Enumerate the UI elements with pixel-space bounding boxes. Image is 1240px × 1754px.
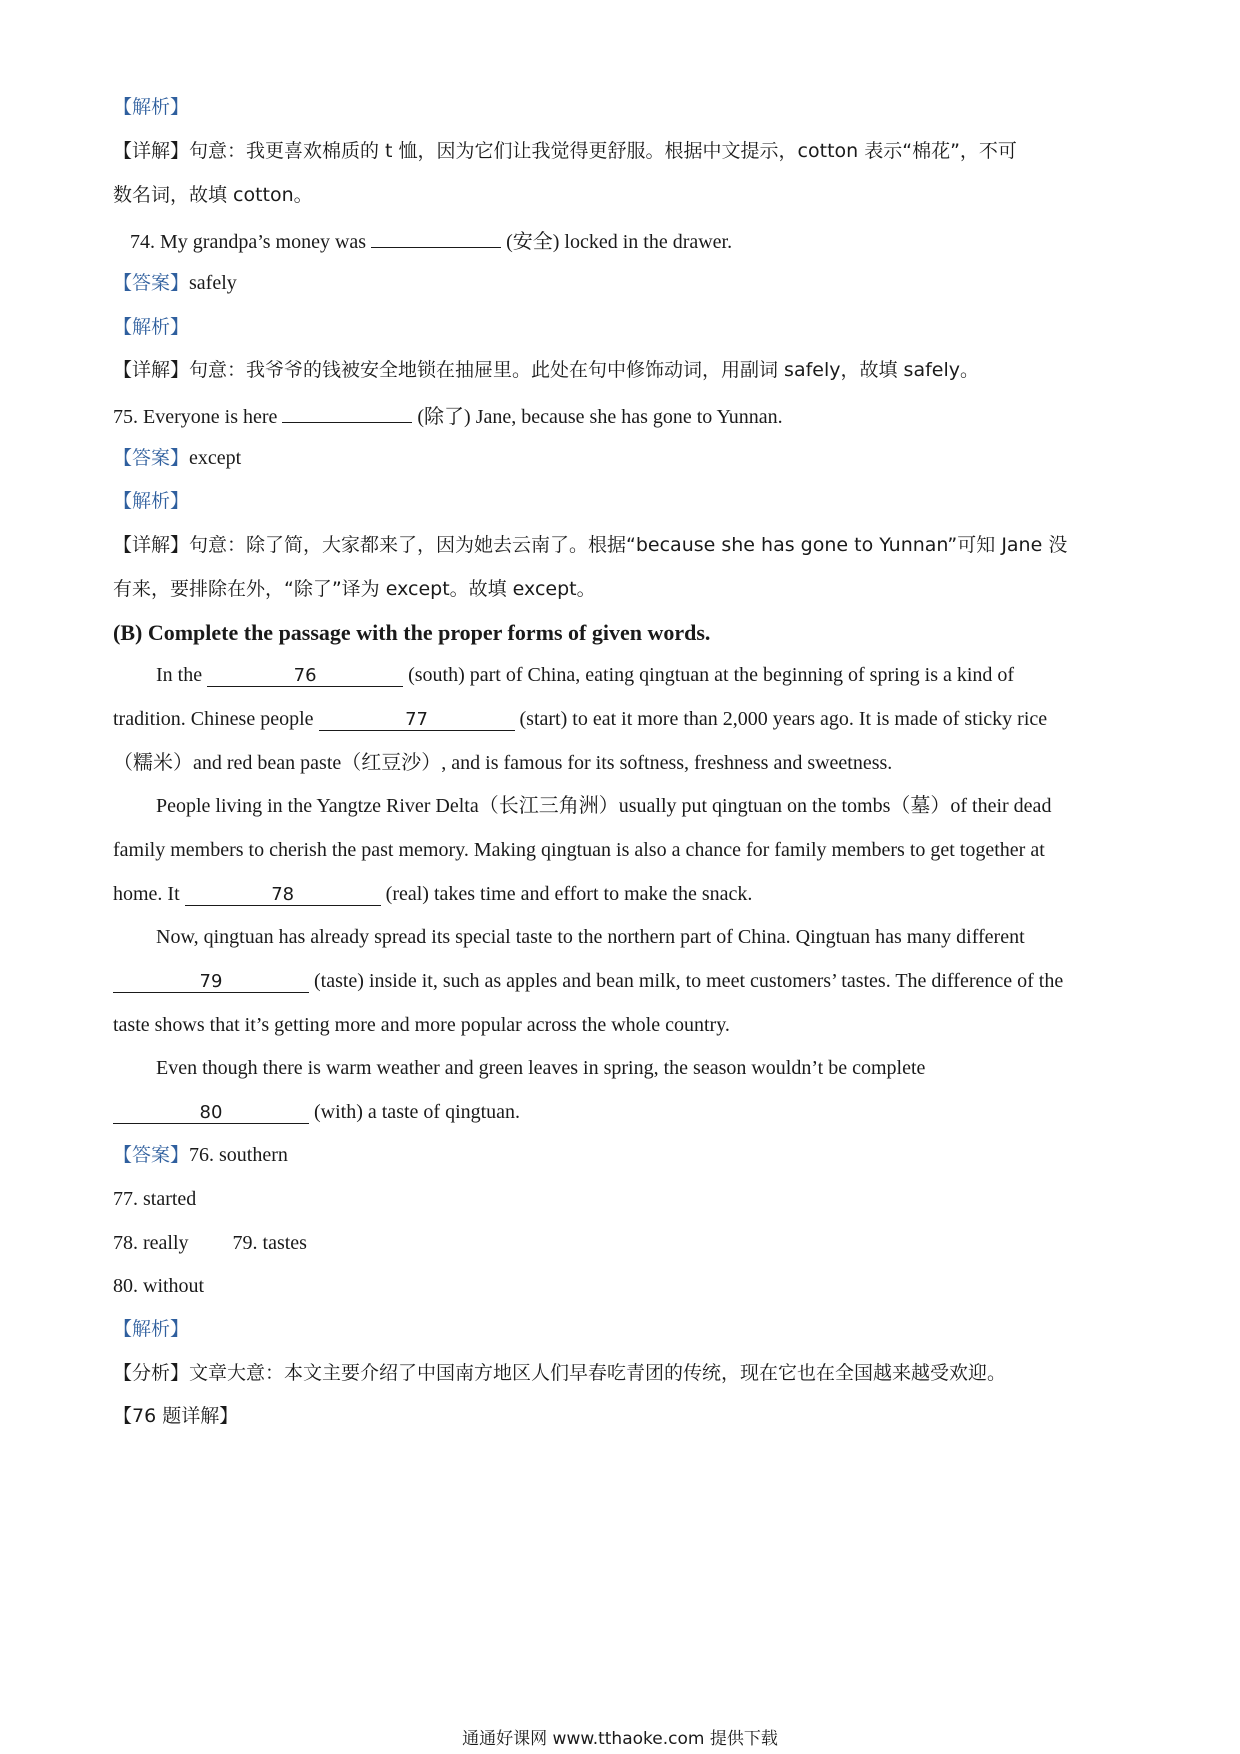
detail-label: 【详解】 xyxy=(113,534,190,556)
q75-stem-after: (除了) Jane, because she has gone to Yunnan. xyxy=(412,406,783,428)
text: (start) to eat it more than 2,000 years ago. It is made of sticky rice xyxy=(514,708,1048,730)
q75-blank xyxy=(282,400,412,423)
blank-78: 78 xyxy=(185,883,381,906)
q74-answer xyxy=(113,269,1133,297)
text: (south) part of China, eating qingtuan at the beginning of spring is a kind of xyxy=(403,664,1015,686)
passage-p2-line1: People living in the Yangtze River Delta（长江三角洲）usually put qingtuan on the tombs（墓）of their dead xyxy=(156,795,1052,817)
passage-p1-line3: （糯米）and red bean paste（红豆沙）, and is famous for its softness, freshness and sweetness. xyxy=(113,752,893,774)
q74-detail-text: 句意：我爷爷的钱被安全地锁在抽屉里。此处在句中修饰动词，用副词 safely，故填 safely。 xyxy=(189,359,979,381)
text: In the xyxy=(156,664,208,686)
detail-label: 【详解】 xyxy=(113,359,190,381)
answer-label: 【答案】 xyxy=(113,447,190,469)
analysis-label: 【解析】 xyxy=(113,96,190,118)
answer-80: 80. without xyxy=(113,1275,205,1297)
answer-label: 【答案】 xyxy=(113,1144,190,1166)
analysis-sub-label: 【分析】 xyxy=(113,1362,190,1384)
q75-detail-line1 xyxy=(113,531,1133,559)
analysis-label: 【解析】 xyxy=(113,490,190,512)
answers-b-line1 xyxy=(113,1141,1133,1169)
text: (with) a taste of qingtuan. xyxy=(309,1101,521,1123)
answer-78: 78. really xyxy=(113,1232,189,1254)
blank-76: 76 xyxy=(207,664,403,687)
text: home. It xyxy=(113,883,185,905)
detail-label: 【详解】 xyxy=(113,140,190,162)
q75-stem xyxy=(113,400,1133,431)
answer-label: 【答案】 xyxy=(113,272,190,294)
q74-stem-before: 74. My grandpa’s money was xyxy=(130,231,372,253)
passage-p3-line2 xyxy=(113,967,1133,995)
q76-detail-label: 【76 题详解】 xyxy=(113,1405,239,1427)
answers-b-line3 xyxy=(113,1229,1133,1257)
blank-79: 79 xyxy=(113,970,309,993)
analysis-label: 【解析】 xyxy=(113,1318,190,1340)
analysis-label: 【解析】 xyxy=(113,316,190,338)
q75-answer-text: except xyxy=(189,447,242,469)
answer-79: 79. tastes xyxy=(232,1232,307,1254)
passage-p2-line2: family members to cherish the past memory. Making qingtuan is also a chance for family members to get together at xyxy=(113,839,1045,861)
q73-detail-text: 句意：我更喜欢棉质的 t 恤，因为它们让我觉得更舒服。根据中文提示，cotton 表示“棉花”，不可 xyxy=(189,140,1017,162)
q74-blank xyxy=(371,225,501,248)
blank-77: 77 xyxy=(319,708,515,731)
passage-p3-line3: taste shows that it’s getting more and more popular across the whole country. xyxy=(113,1014,730,1036)
q73-detail-line2: 数名词，故填 cotton。 xyxy=(113,184,313,206)
q75-detail-line2: 有来，要排除在外，“除了”译为 except。故填 except。 xyxy=(113,578,596,600)
answer-77: 77. started xyxy=(113,1188,197,1210)
analysis-summary-text: 文章大意：本文主要介绍了中国南方地区人们早春吃青团的传统，现在它也在全国越来越受欢迎。 xyxy=(189,1362,1007,1384)
text: (real) takes time and effort to make the snack. xyxy=(380,883,753,905)
q75-stem-before: 75. Everyone is here xyxy=(113,406,283,428)
q74-detail xyxy=(113,356,1133,384)
q73-detail-line1 xyxy=(113,137,1133,165)
q74-stem xyxy=(130,225,1150,256)
passage-p4-line2 xyxy=(113,1098,1133,1126)
section-b-heading: (B) Complete the passage with the proper forms of given words. xyxy=(113,620,711,645)
analysis-summary xyxy=(113,1359,1133,1387)
passage-p4-line1: Even though there is warm weather and green leaves in spring, the season wouldn’t be complete xyxy=(156,1057,926,1079)
q75-detail-text: 句意：除了简，大家都来了，因为她去云南了。根据“because she has gone to Yunnan”可知 Jane 没 xyxy=(189,534,1068,556)
q74-answer-text: safely xyxy=(189,272,237,294)
blank-80: 80 xyxy=(113,1101,309,1124)
text: tradition. Chinese people xyxy=(113,708,319,730)
passage-p1-line2 xyxy=(113,705,1133,733)
q75-answer xyxy=(113,444,1133,472)
page-footer: 通通好课网 www.tthaoke.com 提供下载 xyxy=(462,1729,778,1749)
passage-p1-line1 xyxy=(156,661,1176,689)
answer-76: 76. southern xyxy=(189,1144,288,1166)
text: (taste) inside it, such as apples and bean milk, to meet customers’ tastes. The difference of the xyxy=(309,970,1064,992)
passage-p3-line1: Now, qingtuan has already spread its special taste to the northern part of China. Qingtuan has many different xyxy=(156,926,1025,948)
passage-p2-line3 xyxy=(113,880,1133,908)
q74-stem-after: (安全) locked in the drawer. xyxy=(501,231,733,253)
